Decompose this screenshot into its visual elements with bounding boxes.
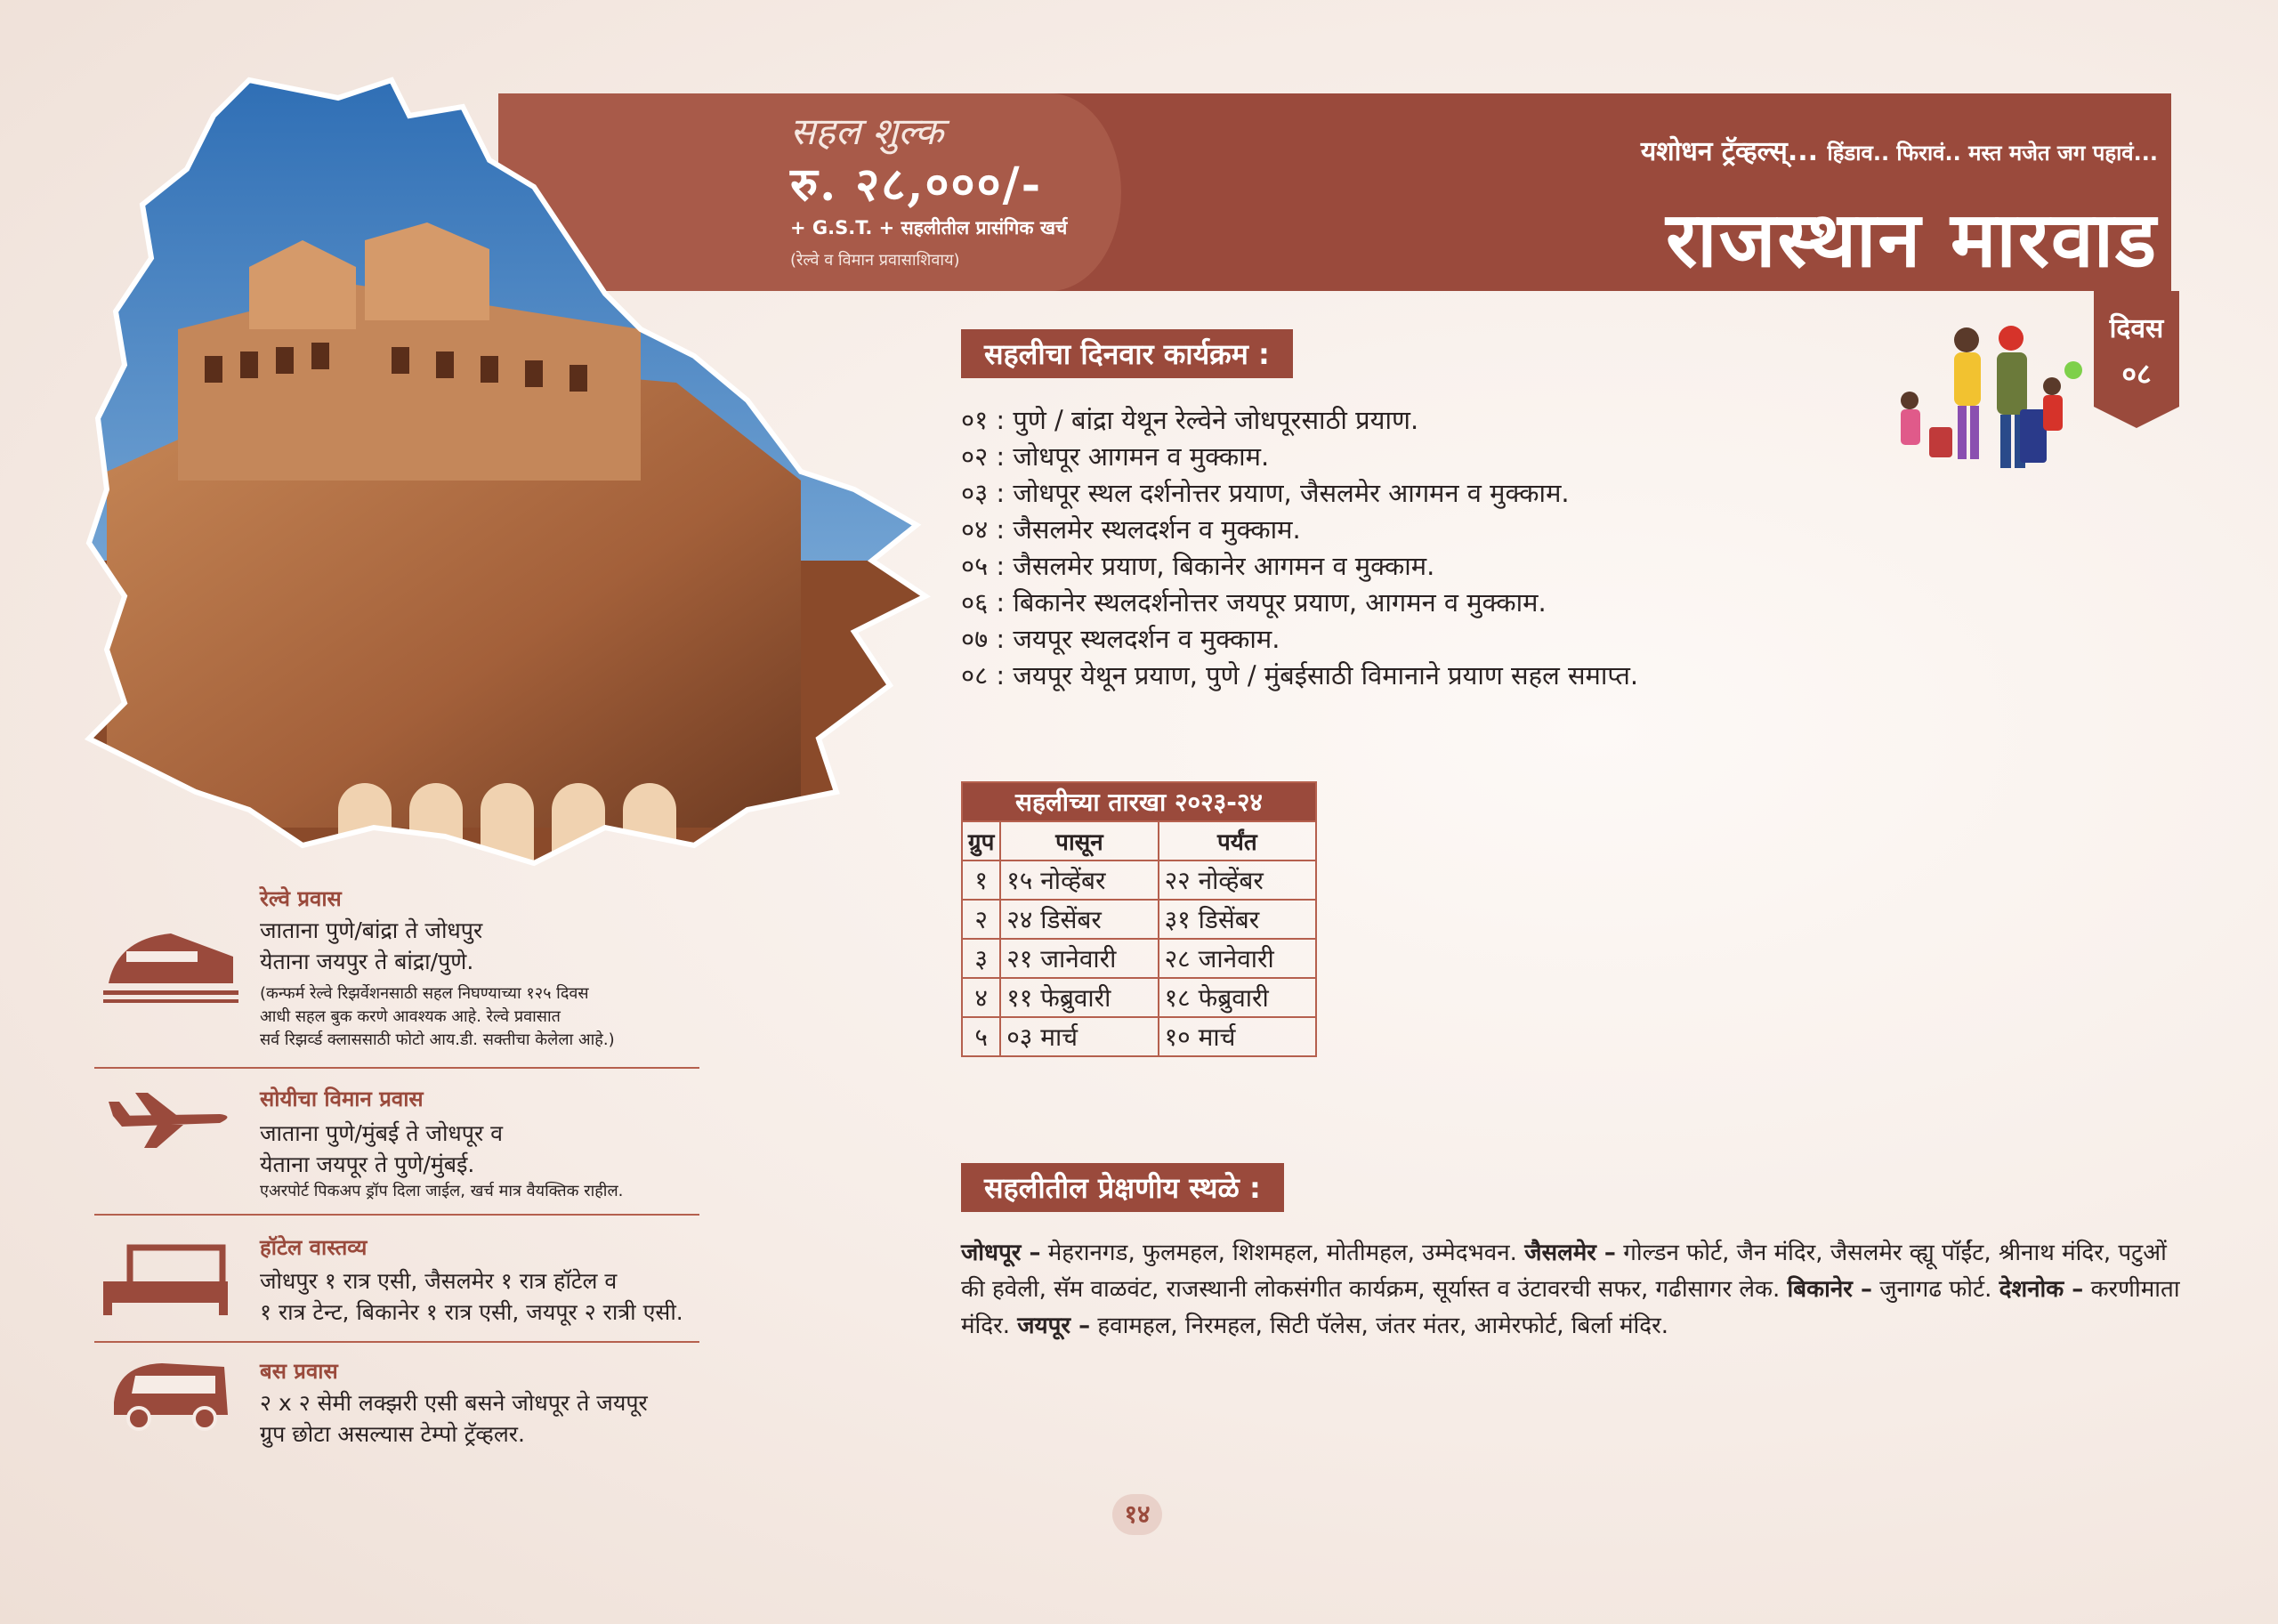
company-line xyxy=(1641,132,2158,168)
to-cell: १८ फेब्रुवारी xyxy=(1159,978,1316,1017)
from-cell: २१ जानेवारी xyxy=(1000,939,1158,978)
table-row xyxy=(962,860,1316,900)
hotel-line: १ रात्र टेन्ट, बिकानेर १ रात्र एसी, जयपूर २ रात्री एसी. xyxy=(260,1299,683,1325)
bus-icon xyxy=(109,1358,233,1433)
page-title: राजस्थान मारवाड xyxy=(1666,195,2158,285)
hotel-line: जोधपुर १ रात्र एसी, जैसलमेर १ रात्र हॉटेल व xyxy=(260,1268,618,1294)
itinerary-day: ०३ : जोधपूर स्थल दर्शनोत्तर प्रयाण, जैसलमेर आगमन व मुक्काम. xyxy=(961,478,1570,508)
city-sights: करणीमाता मंदिर. xyxy=(961,1276,2180,1339)
city-label: देशनोक – xyxy=(1999,1276,2084,1303)
days-number: ०८ xyxy=(2121,357,2152,391)
rail-note-line: आधी सहल बुक करणे आवश्यक आहे. रेल्वे प्रवासात xyxy=(260,1007,561,1026)
city-label: जैसलमेर – xyxy=(1524,1240,1616,1266)
table-row xyxy=(962,900,1316,939)
company-name: यशोधन ट्रॅव्हल्स्... xyxy=(1640,136,1819,167)
itinerary-day: ०५ : जैसलमेर प्रयाण, बिकानेर आगमन व मुक्काम. xyxy=(961,551,1435,581)
city-sights: मेहरानगड, फुलमहल, शिशमहल, मोतीमहल, उम्मेदभवन. xyxy=(1047,1240,1517,1266)
column-header-from: पासून xyxy=(1000,821,1158,860)
fort-photo xyxy=(71,62,943,872)
group-cell: १ xyxy=(962,860,1000,900)
to-cell: २२ नोव्हेंबर xyxy=(1159,860,1316,900)
rail-line: जाताना पुणे/बांद्रा ते जोधपुर xyxy=(260,917,483,943)
table-row xyxy=(962,939,1316,978)
fee-note-sub: (रेल्वे व विमान प्रवासाशिवाय) xyxy=(790,251,960,270)
rail-note-line: (कन्फर्म रेल्वे रिझर्वेशनसाठी सहल निघण्याच्या १२५ दिवस xyxy=(260,984,589,1003)
to-cell: १० मार्च xyxy=(1159,1017,1316,1056)
group-cell: ५ xyxy=(962,1017,1000,1056)
days-ribbon xyxy=(2094,291,2179,407)
fee-note: + G.S.T. + सहलीतील प्रासंगिक खर्च xyxy=(790,217,1068,238)
flight-title: सोयीचा विमान प्रवास xyxy=(260,1087,424,1111)
rail-details xyxy=(260,915,482,977)
flight-line: येताना जयपूर ते पुणे/मुंबई. xyxy=(260,1151,475,1177)
bus-line: २ x २ सेमी लक्झरी एसी बसने जोधपूर ते जयपूर xyxy=(260,1390,648,1416)
flight-details xyxy=(260,1118,503,1180)
itinerary-day: ०२ : जोधपूर आगमन व मुक्काम. xyxy=(961,441,1270,472)
divider xyxy=(94,1341,699,1343)
itinerary-day: ०७ : जयपूर स्थलदर्शन व मुक्काम. xyxy=(961,624,1280,654)
from-cell: २४ डिसेंबर xyxy=(1000,900,1158,939)
bus-title: बस प्रवास xyxy=(260,1359,338,1384)
city-label: बिकानेर – xyxy=(1787,1276,1872,1303)
to-cell: ३१ डिसेंबर xyxy=(1159,900,1316,939)
hotel-details xyxy=(260,1265,683,1328)
family-travel-illustration xyxy=(1878,320,2082,498)
table-caption: सहलीच्या तारखा २०२३-२४ xyxy=(962,782,1316,821)
fee-label: सहल शुल्क xyxy=(790,109,944,153)
bed-icon xyxy=(100,1242,233,1317)
table-row xyxy=(962,978,1316,1017)
itinerary-list xyxy=(961,402,1638,694)
itinerary-day: ०४ : जैसलमेर स्थलदर्शन व मुक्काम. xyxy=(961,514,1301,545)
company-tagline: हिंडाव.. फिरावं.. मस्त मजेत जग पहावं... xyxy=(1827,141,2158,166)
city-label: जयपूर – xyxy=(1017,1313,1091,1339)
bus-line: ग्रुप छोटा असल्यास टेम्पो ट्रॅव्हलर. xyxy=(260,1421,525,1447)
from-cell: ०३ मार्च xyxy=(1000,1017,1158,1056)
divider xyxy=(94,1067,699,1069)
itinerary-day: ०१ : पुणे / बांद्रा येथून रेल्वेने जोधपूरसाठी प्रयाण. xyxy=(961,405,1419,435)
city-sights: गोल्डन फोर्ट, जैन मंदिर, जैसलमेर व्ह्यू पॉईंट, श्रीनाथ मंदिर, पटुओं की हवेली, सॅम वाळवंट, राजस्थानी लोकसंगीत कार्यक्रम, सूर्यास्त व उंटावरची सफर, गढीसागर लेक. xyxy=(961,1240,2167,1303)
flight-note: एअरपोर्ट पिकअप ड्रॉप दिला जाईल, खर्च मात्र वैयक्तिक राहील. xyxy=(260,1182,624,1200)
airplane-icon xyxy=(109,1089,238,1151)
itinerary-day: ०८ : जयपूर येथून प्रयाण, पुणे / मुंबईसाठी विमानाने प्रयाण सहल समाप्त. xyxy=(961,660,1639,691)
rail-line: येताना जयपुर ते बांद्रा/पुणे. xyxy=(260,949,474,974)
group-cell: २ xyxy=(962,900,1000,939)
table-header-row xyxy=(962,821,1316,860)
column-header-to: पर्यंत xyxy=(1159,821,1316,860)
group-cell: ३ xyxy=(962,939,1000,978)
to-cell: २८ जानेवारी xyxy=(1159,939,1316,978)
sights-heading: सहलीतील प्रेक्षणीय स्थळे : xyxy=(961,1163,1284,1212)
city-sights: जुनागढ फोर्ट. xyxy=(1879,1276,1992,1303)
train-icon xyxy=(100,921,242,1006)
rail-title: रेल्वे प्रवास xyxy=(260,886,342,911)
page-number: १४ xyxy=(1112,1494,1162,1535)
itinerary-day: ०६ : बिकानेर स्थलदर्शनोत्तर जयपूर प्रयाण, आगमन व मुक्काम. xyxy=(961,587,1547,618)
flight-line: जाताना पुणे/मुंबई ते जोधपूर व xyxy=(260,1120,504,1146)
from-cell: ११ फेब्रुवारी xyxy=(1000,978,1158,1017)
table-row xyxy=(962,1017,1316,1056)
group-cell: ४ xyxy=(962,978,1000,1017)
sights-paragraph xyxy=(961,1235,2180,1345)
fee-amount: रु. २८,०००/- xyxy=(790,158,1043,212)
tour-dates-table xyxy=(961,781,1317,1057)
column-header-group: ग्रुप xyxy=(962,821,1000,860)
bus-details xyxy=(260,1387,648,1450)
rail-note xyxy=(260,982,615,1052)
rail-note-line: सर्व रिझर्व्ड क्लाससाठी फोटो आय.डी. सक्तीचा केलेला आहे.) xyxy=(260,1030,615,1049)
itinerary-heading: सहलीचा दिनवार कार्यक्रम : xyxy=(961,329,1293,378)
from-cell: १५ नोव्हेंबर xyxy=(1000,860,1158,900)
divider xyxy=(94,1214,699,1216)
city-label: जोधपूर – xyxy=(961,1240,1041,1266)
city-sights: हवामहल, निरमहल, सिटी पॅलेस, जंतर मंतर, आमेरफोर्ट, बिर्ला मंदिर. xyxy=(1097,1313,1668,1339)
days-label: दिवस xyxy=(2109,313,2164,344)
hotel-title: हॉटेल वास्तव्य xyxy=(260,1235,368,1260)
